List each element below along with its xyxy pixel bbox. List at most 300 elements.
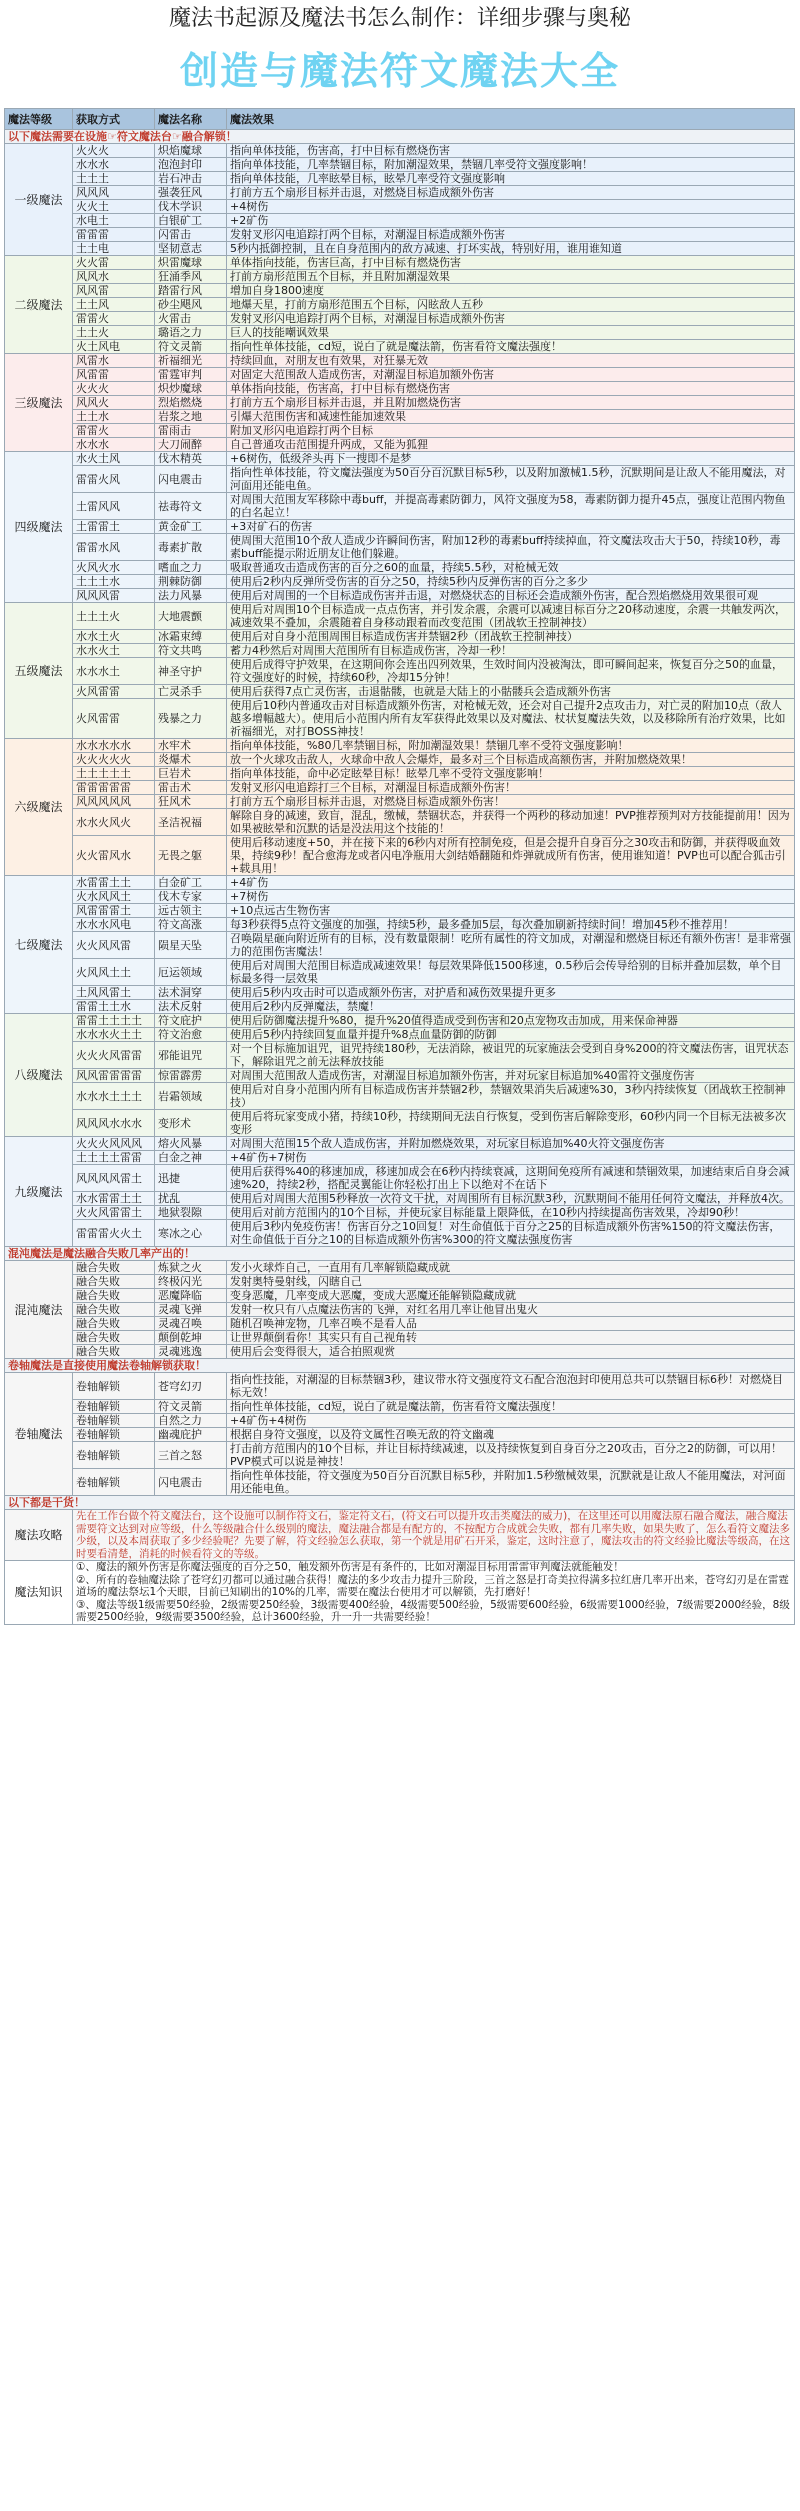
- effect-cell: 使用后获得%40的移速加成，移速加成会在6秒内持续衰减，这期间免疫所有减速和禁锢效果，加速结束后自身会减速%20，持续2秒，搭配灵翼能让你轻松打出上下以绝对不在话下: [227, 1165, 795, 1192]
- section-note: 混沌魔法是魔法融合失败几率产出的！: [5, 1247, 795, 1261]
- effect-cell: 使用后2秒内反弹魔法，禁魔！: [227, 1000, 795, 1014]
- acquire-cell: 融合失败: [73, 1331, 155, 1345]
- magic-name-cell: 颠倒乾坤: [155, 1331, 227, 1345]
- magic-name-cell: 闪电震击: [155, 1469, 227, 1496]
- effect-cell: 使用后将玩家变成小猪，持续10秒，持续期间无法自行恢复，受到伤害后解除变形，60秒内同一个目标无法被多次变形: [227, 1110, 795, 1137]
- acquire-cell: 土土电: [73, 242, 155, 256]
- acquire-cell: 水火土风: [73, 452, 155, 466]
- page-title: 魔法书起源及魔法书怎么制作：详细步骤与奥秘: [168, 6, 631, 31]
- table-row: [5, 1137, 795, 1151]
- magic-name-cell: 法术反射: [155, 1000, 227, 1014]
- table-row: [5, 699, 795, 739]
- acquire-cell: 水水水土土土: [73, 1083, 155, 1110]
- effect-cell: 吸取普通攻击造成伤害的百分之60的血量，持续5.5秒，对枪械无效: [227, 561, 795, 575]
- magic-name-cell: 白银矿工: [155, 214, 227, 228]
- acquire-cell: 水水水: [73, 438, 155, 452]
- table-row: [5, 1042, 795, 1069]
- table-row: [5, 630, 795, 644]
- effect-cell: +6树伤，低级斧头再下一搜即不是梦: [227, 452, 795, 466]
- effect-cell: 发小火球炸自己，一直用有几率解锁隐藏成就: [227, 1261, 795, 1275]
- magic-name-cell: 符文灵箭: [155, 340, 227, 354]
- magic-name-cell: 法术洞穿: [155, 986, 227, 1000]
- effect-cell: 指向单体技能，伤害高，打中目标有燃烧伤害: [227, 144, 795, 158]
- table-row: [5, 368, 795, 382]
- magic-name-cell: 符文灵箭: [155, 1400, 227, 1414]
- tier-cell: 六级魔法: [5, 739, 73, 876]
- acquire-cell: 风雷雷雷土: [73, 904, 155, 918]
- magic-name-cell: 岩霜领域: [155, 1083, 227, 1110]
- effect-cell: 随机召唤神宠物，几率召唤不是看人品: [227, 1317, 795, 1331]
- acquire-cell: 风风风水水水: [73, 1110, 155, 1137]
- magic-name-cell: 厄运领域: [155, 959, 227, 986]
- effect-cell: 单体指向技能，伤害高，打中目标有燃烧伤害: [227, 382, 795, 396]
- magic-name-cell: 远古领主: [155, 904, 227, 918]
- acquire-cell: 土土土水: [73, 575, 155, 589]
- effect-cell: 放一个火球攻击敌人，火球命中敌人会爆炸，最多对三个目标造成高额伤害，并附加燃烧效果！: [227, 753, 795, 767]
- effect-cell: +4矿伤: [227, 876, 795, 890]
- tier-cell: 五级魔法: [5, 603, 73, 739]
- acquire-cell: 雷雷土土土土: [73, 1014, 155, 1028]
- table-row: [5, 1510, 795, 1561]
- table-row: [5, 1083, 795, 1110]
- acquire-cell: 火火风雷雷土: [73, 1206, 155, 1220]
- effect-cell: 发射叉形闪电追踪打三个目标，对潮湿目标造成额外伤害！: [227, 781, 795, 795]
- table-row: [5, 200, 795, 214]
- effect-cell: 指向单体技能，几率眩晕目标，眩晕几率受符文强度影响: [227, 172, 795, 186]
- table-row: [5, 685, 795, 699]
- acquire-cell: 火火风风雷: [73, 932, 155, 959]
- acquire-cell: 土土土火: [73, 603, 155, 630]
- table-row: [5, 214, 795, 228]
- acquire-cell: 火风雷雷: [73, 685, 155, 699]
- knowledge-line: ①、魔法的额外伤害是你魔法强度的百分之50，触发额外伤害是有条件的，比如对潮湿目标用雷雷审判魔法就能触发！: [76, 1561, 624, 1573]
- effect-cell: 使用后防御魔法提升%80，提升%20值得造成受到伤害和20点宠物攻击加成，用来保命神器: [227, 1014, 795, 1028]
- effect-cell: 附加叉形闪电追踪打两个目标: [227, 424, 795, 438]
- table-row: [5, 1192, 795, 1206]
- effect-cell: 召唤陨星砸向附近所有的目标，没有数量限制！吃所有属性的符文加成，对潮湿和燃烧目标还有额外伤害！是非常强力的范围伤害魔法！: [227, 932, 795, 959]
- effect-cell: 使用后成得守护效果，在这期间你会连出四列效果，生效时间内没被淘汰，即可瞬间起来，恢复百分之50的血量，符文强度好的时候，持续60秒，冷却15分钟！: [227, 658, 795, 685]
- table-row: [5, 1206, 795, 1220]
- magic-name-cell: 亡灵杀手: [155, 685, 227, 699]
- magic-name-cell: 恶魔降临: [155, 1289, 227, 1303]
- magic-name-cell: 炽雷魔球: [155, 256, 227, 270]
- effect-cell: 指向单体技能，几率禁锢目标，附加潮湿效果，禁锢几率受符文强度影响！: [227, 158, 795, 172]
- acquire-cell: 水水水火土土: [73, 1028, 155, 1042]
- tier-cell: 卷轴魔法: [5, 1373, 73, 1496]
- magic-name-cell: 白金之神: [155, 1151, 227, 1165]
- table-row: [5, 1069, 795, 1083]
- acquire-cell: 卷轴解锁: [73, 1469, 155, 1496]
- table-row: [5, 144, 795, 158]
- magic-name-cell: 三首之怒: [155, 1442, 227, 1469]
- magic-name-cell: 火雷击: [155, 312, 227, 326]
- acquire-cell: 雷雷火: [73, 424, 155, 438]
- acquire-cell: 火火火风雷雷: [73, 1042, 155, 1069]
- acquire-cell: 土雷雷土: [73, 520, 155, 534]
- table-row: [5, 172, 795, 186]
- acquire-cell: 融合失败: [73, 1317, 155, 1331]
- acquire-cell: 火火火风风风: [73, 1137, 155, 1151]
- table-row: [5, 1317, 795, 1331]
- tier-cell: 四级魔法: [5, 452, 73, 603]
- table-row: [5, 520, 795, 534]
- table-row: [5, 836, 795, 876]
- acquire-cell: 火火火: [73, 144, 155, 158]
- effect-cell: 指向性单体技能，cd短，说白了就是魔法箭，伤害看符文魔法强度！: [227, 340, 795, 354]
- table-row: [5, 603, 795, 630]
- acquire-cell: 土土水: [73, 410, 155, 424]
- column-header: 魔法名称: [155, 109, 227, 130]
- effect-cell: 变身恶魔，几率变成大恶魔，变成大恶魔还能解锁隐藏成就: [227, 1289, 795, 1303]
- effect-cell: 地爆天星，打前方扇形范围五个目标，闪眩敌人五秒: [227, 298, 795, 312]
- table-row: [5, 493, 795, 520]
- acquire-cell: 雷雷土土水: [73, 1000, 155, 1014]
- magic-table-sheet: [4, 108, 794, 2506]
- acquire-cell: 风风风: [73, 186, 155, 200]
- magic-name-cell: 伐木学识: [155, 200, 227, 214]
- acquire-cell: 水电土: [73, 214, 155, 228]
- acquire-cell: 土土火: [73, 326, 155, 340]
- acquire-cell: 融合失败: [73, 1303, 155, 1317]
- acquire-cell: 水水土火: [73, 630, 155, 644]
- acquire-cell: 风雷雷: [73, 368, 155, 382]
- section-note: 以下都是干货！: [5, 1496, 795, 1510]
- effect-cell: 发射叉形闪电追踪打两个目标，对潮湿目标造成额外伤害: [227, 312, 795, 326]
- tier-cell: 三级魔法: [5, 354, 73, 452]
- magic-name-cell: 灵魂飞弹: [155, 1303, 227, 1317]
- effect-cell: 使用后获得7点亡灵伤害，击退骷髅，也就是大陆上的小骷髅兵会造成额外伤害: [227, 685, 795, 699]
- acquire-cell: 水水火土: [73, 644, 155, 658]
- table-row: [5, 354, 795, 368]
- table-row: [5, 270, 795, 284]
- effect-cell: 根据自身符文强度，以及符文属性召唤无敌的符文幽魂: [227, 1428, 795, 1442]
- acquire-cell: 水水水风电: [73, 918, 155, 932]
- magic-name-cell: 冰霜束缚: [155, 630, 227, 644]
- acquire-cell: 火火火火火: [73, 753, 155, 767]
- tier-cell: 七级魔法: [5, 876, 73, 1014]
- magic-name-cell: 炼狱之火: [155, 1261, 227, 1275]
- table-row: [5, 1428, 795, 1442]
- acquire-cell: 土雷风风: [73, 493, 155, 520]
- knowledge-line: ③、魔法等级1级需要50经验，2级需要250经验，3级需要400经验，4级需要500经验，5级需要600经验，6级需要1000经验，7级需要2000经验，8级需要2500经验，9级需要3500经验，总计3600经验，升一升一共需要经验！: [76, 1598, 790, 1623]
- table-row: [5, 1275, 795, 1289]
- acquire-cell: 土土土土土: [73, 767, 155, 781]
- effect-cell: 使用后3秒内免疫伤害！伤害百分之10回复！对生命值低于百分之25的目标造成额外伤害%150的符文魔法伤害，对生命值低于百分之10的目标造成额外伤害%300的符文魔法强度伤害: [227, 1220, 795, 1247]
- table-row: [5, 298, 795, 312]
- magic-name-cell: 自然之力: [155, 1414, 227, 1428]
- magic-name-cell: 伐木专家: [155, 890, 227, 904]
- acquire-cell: 水水火风火: [73, 809, 155, 836]
- effect-cell: +2矿伤: [227, 214, 795, 228]
- magic-name-cell: 祛毒符文: [155, 493, 227, 520]
- table-row: [5, 658, 795, 685]
- tier-cell: 九级魔法: [5, 1137, 73, 1247]
- effect-cell: +7树伤: [227, 890, 795, 904]
- tier-cell: 一级魔法: [5, 144, 73, 256]
- table-row: [5, 1165, 795, 1192]
- acquire-cell: 融合失败: [73, 1289, 155, 1303]
- table-row: [5, 986, 795, 1000]
- effect-cell: 对一个目标施加诅咒，诅咒持续180秒，无法消除，被诅咒的玩家施法会受到自身%200的符文魔法伤害，诅咒状态下，解除诅咒之前无法释放技能: [227, 1042, 795, 1069]
- table-row: [5, 438, 795, 452]
- magic-name-cell: 炎爆术: [155, 753, 227, 767]
- section-note-row: [5, 1247, 795, 1261]
- table-row: [5, 918, 795, 932]
- effect-cell: 5秒内抵御控制，且在自身范围内的敌方减速、打坏实战，特别好用，谁用谁知道: [227, 242, 795, 256]
- magic-name-cell: 扰乱: [155, 1192, 227, 1206]
- table-row: [5, 904, 795, 918]
- guide-text: 先在工作台做个符文魔法台，这个设施可以制作符文石，鉴定符文石，(符文石可以提升攻击类魔法的威力)，在这里还可以用魔法原石融合魔法，融合魔法需要符文达到对应等级，什么等级融合什么级别的魔法，魔法融合都是有配方的，不按配方合成就会失败，都有几率失败，如果失败了，怎么看符文魔法多少级，以及本周获取了多少经验呢？先要了解，符文经验怎么获取，第一个就是用矿石开采，鉴定，这时注意了，魔法攻击的符文经验比魔法等级高，在这时要看清楚，消耗的时候看符文的等级。: [73, 1510, 795, 1561]
- magic-name-cell: 炽炒魔球: [155, 382, 227, 396]
- magic-name-cell: 砂尘飓风: [155, 298, 227, 312]
- magic-name-cell: 法力风暴: [155, 589, 227, 603]
- effect-cell: 使用后对自身小范围周围目标造成伤害并禁锢2秒（团战软王控制神技）: [227, 630, 795, 644]
- effect-cell: 对固定大范围敌人造成伤害，对潮湿目标追加额外伤害: [227, 368, 795, 382]
- magic-name-cell: 地狱裂隙: [155, 1206, 227, 1220]
- acquire-cell: 土风风雷土: [73, 986, 155, 1000]
- acquire-cell: 卷轴解锁: [73, 1414, 155, 1428]
- effect-cell: 指向性单体技能，符文魔法强度为50百分百沉默目标5秒，以及附加激械1.5秒，沉默期间是让敌人不能用魔法，对河面用还能电鱼。: [227, 466, 795, 493]
- magic-name-cell: 灵魂逃逸: [155, 1345, 227, 1359]
- table-row: [5, 284, 795, 298]
- table-row: [5, 589, 795, 603]
- magic-name-cell: 岩浆之地: [155, 410, 227, 424]
- effect-cell: +4矿伤+4树伤: [227, 1414, 795, 1428]
- effect-cell: 解除自身的减速，致盲，混乱，缴械，禁锢状态，并获得一个两秒的移动加速！PVP推荐预判对方技能提前用！因为如果被眩晕和沉默的话是没法用这个技能的！: [227, 809, 795, 836]
- magic-name-cell: 圣洁祝福: [155, 809, 227, 836]
- magic-name-cell: 闪电震击: [155, 466, 227, 493]
- effect-cell: 对周围大范围友军移除中毒buff，并提高毒素防御力，风符文强度为58，毒素防御力提升45点，强度让范围内物鱼的白名起立！: [227, 493, 795, 520]
- tier-cell: 魔法攻略: [5, 1510, 73, 1561]
- effect-cell: +4树伤: [227, 200, 795, 214]
- acquire-cell: 卷轴解锁: [73, 1400, 155, 1414]
- acquire-cell: 火火土: [73, 200, 155, 214]
- effect-cell: 巨人的技能嘲讽效果: [227, 326, 795, 340]
- magic-name-cell: 岩石冲击: [155, 172, 227, 186]
- table-row: [5, 424, 795, 438]
- table-row: [5, 932, 795, 959]
- table-row: [5, 1220, 795, 1247]
- effect-cell: 发射奥特曼射线，闪瞎自己: [227, 1275, 795, 1289]
- table-row: [5, 1414, 795, 1428]
- acquire-cell: 雷雷火风: [73, 466, 155, 493]
- magic-name-cell: 水牢术: [155, 739, 227, 753]
- effect-cell: 增加自身1800速度: [227, 284, 795, 298]
- acquire-cell: 雷雷水风: [73, 534, 155, 561]
- section-note-row: [5, 130, 795, 144]
- section-note: 以下魔法需要在设施☞符文魔法台☞融合解锁！: [5, 130, 795, 144]
- acquire-cell: 风风风风风: [73, 795, 155, 809]
- acquire-cell: 土土土: [73, 172, 155, 186]
- table-row: [5, 1151, 795, 1165]
- effect-cell: 指向单体技能，命中必定眩晕目标！眩晕几率不受符文强度影响！: [227, 767, 795, 781]
- table-row: [5, 795, 795, 809]
- magic-name-cell: 寒冰之心: [155, 1220, 227, 1247]
- banner-title: 创造与魔法符文魔法大全: [179, 49, 620, 93]
- effect-cell: 使用后10秒内普通攻击对目标造成额外伤害，对枪械无效，还会对自己提升2点攻击力，对亡灵的附加10点（敌人越多增幅越大）。使用后小范围内所有友军获得此效果以及对魔法、杖状复魔法失效，以及移除所有治疗效果，比如祈福细光，对打BOSS神技！: [227, 699, 795, 739]
- magic-name-cell: 巨岩术: [155, 767, 227, 781]
- acquire-cell: 风风水: [73, 270, 155, 284]
- magic-name-cell: 嗜血之力: [155, 561, 227, 575]
- effect-cell: 指向性单体技能，符文强度为50百分百沉默目标5秒，并附加1.5秒缴械效果，沉默就是让敌人不能用魔法，对河面用还能电鱼。: [227, 1469, 795, 1496]
- magic-name-cell: 苍穹幻刃: [155, 1373, 227, 1400]
- table-row: [5, 1000, 795, 1014]
- magic-name-cell: 伐木精英: [155, 452, 227, 466]
- magic-name-cell: 踏雷行风: [155, 284, 227, 298]
- acquire-cell: 水水水: [73, 158, 155, 172]
- magic-name-cell: 符文治愈: [155, 1028, 227, 1042]
- effect-cell: 使周围大范围10个敌人造成少许瞬间伤害，附加12秒的毒素buff持续掉血，符文魔法攻击大于50，持续10秒，毒素buff能提示附近朋友让他们躲避。: [227, 534, 795, 561]
- magic-name-cell: 无畏之躯: [155, 836, 227, 876]
- acquire-cell: 火土风电: [73, 340, 155, 354]
- magic-name-cell: 符文高涨: [155, 918, 227, 932]
- effect-cell: 使用后对自身小范围内所有目标造成伤害并禁锢2秒，禁锢效果消失后减速%30，3秒内持续恢复（团战软王控制神技）: [227, 1083, 795, 1110]
- table-row: [5, 396, 795, 410]
- table-row: [5, 1289, 795, 1303]
- magic-name-cell: 大地震颤: [155, 603, 227, 630]
- table-row: [5, 452, 795, 466]
- table-row: [5, 534, 795, 561]
- section-note: 卷轴魔法是直接使用魔法卷轴解锁获取！: [5, 1359, 795, 1373]
- acquire-cell: 卷轴解锁: [73, 1428, 155, 1442]
- acquire-cell: 雷雷火: [73, 312, 155, 326]
- effect-cell: 持续回血，对朋友也有效果，对狂暴无效: [227, 354, 795, 368]
- table-row: [5, 1400, 795, 1414]
- effect-cell: 使用后对前方范围内的10个目标，并使玩家目标能量上限降低，在10秒内持续提高伤害效果，冷却90秒！: [227, 1206, 795, 1220]
- effect-cell: 打前方五个扇形目标并击退，对燃烧目标造成额外伤害: [227, 186, 795, 200]
- column-header: 魔法效果: [227, 109, 795, 130]
- magic-name-cell: 烈焰燃烧: [155, 396, 227, 410]
- table-row: [5, 739, 795, 753]
- effect-cell: 自己普通攻击范围提升两成，又能为狐狸: [227, 438, 795, 452]
- acquire-cell: 卷轴解锁: [73, 1373, 155, 1400]
- table-row: [5, 256, 795, 270]
- magic-name-cell: 雷击术: [155, 781, 227, 795]
- magic-name-cell: 炽焰魔球: [155, 144, 227, 158]
- acquire-cell: 风风火: [73, 396, 155, 410]
- effect-cell: 打击前方范围内的10个目标，并让目标持续减速，以及持续恢复到自身百分之20攻击，百分之2的防御，可以用！PVP模式可以说是神技！: [227, 1442, 795, 1469]
- magic-name-cell: 熔火风暴: [155, 1137, 227, 1151]
- table-row: [5, 959, 795, 986]
- tier-cell: 八级魔法: [5, 1014, 73, 1137]
- effect-cell: 使用后会变得很大，适合拍照观赏: [227, 1345, 795, 1359]
- magic-name-cell: 幽魂庇护: [155, 1428, 227, 1442]
- magic-name-cell: 神圣守护: [155, 658, 227, 685]
- table-row: [5, 1261, 795, 1275]
- magic-name-cell: 残暴之力: [155, 699, 227, 739]
- knowledge-cell: [73, 1561, 795, 1625]
- magic-name-cell: 终极闪光: [155, 1275, 227, 1289]
- effect-cell: 指向性技能，对潮湿的目标禁锢3秒，建议带水符文强度符文石配合泡泡封印使用总共可以禁锢目标6秒！对燃烧目标无效！: [227, 1373, 795, 1400]
- acquire-cell: 水水雷雷土土: [73, 1192, 155, 1206]
- magic-name-cell: 灵魂召唤: [155, 1317, 227, 1331]
- table-row: [5, 1561, 795, 1625]
- tier-cell: 魔法知识: [5, 1561, 73, 1625]
- table-row: [5, 158, 795, 172]
- acquire-cell: 雷雷雷雷雷: [73, 781, 155, 795]
- acquire-cell: 火风风土土: [73, 959, 155, 986]
- effect-cell: 使用后2秒内反弹所受伤害的百分之50，持续5秒内反弹伤害的百分之多少: [227, 575, 795, 589]
- table-row: [5, 753, 795, 767]
- magic-name-cell: 邪能诅咒: [155, 1042, 227, 1069]
- magic-name-cell: 璐语之力: [155, 326, 227, 340]
- table-row: [5, 410, 795, 424]
- magic-name-cell: 泡泡封印: [155, 158, 227, 172]
- acquire-cell: 融合失败: [73, 1275, 155, 1289]
- effect-cell: 打前方五个扇形目标并击退，对燃烧目标造成额外伤害！: [227, 795, 795, 809]
- magic-name-cell: 陨星天坠: [155, 932, 227, 959]
- effect-cell: 使用后5秒内攻击时可以造成额外伤害，对护盾和减伤效果提升更多: [227, 986, 795, 1000]
- table-row: [5, 1028, 795, 1042]
- acquire-cell: 风风雷雷雷雷: [73, 1069, 155, 1083]
- table-row: [5, 767, 795, 781]
- section-note-row: [5, 1496, 795, 1510]
- table-row: [5, 312, 795, 326]
- effect-cell: 让世界颠倒看你！其实只有自己视角转: [227, 1331, 795, 1345]
- table-row: [5, 1014, 795, 1028]
- table-row: [5, 242, 795, 256]
- table-row: [5, 781, 795, 795]
- table-row: [5, 1345, 795, 1359]
- table-row: [5, 340, 795, 354]
- magic-name-cell: 惊雷霹雳: [155, 1069, 227, 1083]
- table-row: [5, 382, 795, 396]
- acquire-cell: 风风风雷: [73, 589, 155, 603]
- acquire-cell: 火火火: [73, 382, 155, 396]
- acquire-cell: 水水水土: [73, 658, 155, 685]
- acquire-cell: 融合失败: [73, 1345, 155, 1359]
- effect-cell: 每3秒获得5点符文强度的加强，持续5秒，最多叠加5层，每次叠加刷新持续时间！增加45秒不推荐用！: [227, 918, 795, 932]
- effect-cell: 使用后对周围10个目标造成一点点伤害，并引发余震，余震可以减速目标百分之20移动速度，余震一共触发两次，减速效果不叠加，余震随着自身移动跟着而改变范围（团战软王控制神技）: [227, 603, 795, 630]
- acquire-cell: 火风雷雷: [73, 699, 155, 739]
- acquire-cell: 风雷水: [73, 354, 155, 368]
- table-row: [5, 228, 795, 242]
- effect-cell: +10点远古生物伤害: [227, 904, 795, 918]
- effect-cell: 使用后对周围大范围5秒释放一次符文干扰，对周围所有目标沉默3秒，沉默期间不能用任何符文魔法，并释放4次。: [227, 1192, 795, 1206]
- effect-cell: 使用后5秒内持续回复血量并提升%8点血量防御的防御: [227, 1028, 795, 1042]
- table-row: [5, 890, 795, 904]
- section-note-row: [5, 1359, 795, 1373]
- magic-name-cell: 变形术: [155, 1110, 227, 1137]
- magic-name-cell: 毒素扩散: [155, 534, 227, 561]
- acquire-cell: 雷雷雷: [73, 228, 155, 242]
- tier-cell: 混沌魔法: [5, 1261, 73, 1359]
- acquire-cell: 火火雷: [73, 256, 155, 270]
- table-row: [5, 1331, 795, 1345]
- effect-cell: 使用后对周围的一个目标造成伤害并击退，对燃烧状态的目标还会造成额外伤害，配合烈焰燃烧用效果很可观: [227, 589, 795, 603]
- effect-cell: 对周围大范围敌人造成伤害，对潮湿目标追加额外伤害，并对玩家目标追加%40雷符文强度伤害: [227, 1069, 795, 1083]
- acquire-cell: 水雷雷土土: [73, 876, 155, 890]
- magic-table: [4, 108, 795, 1625]
- effect-cell: 打前方扇形范围五个目标，并且附加潮湿效果: [227, 270, 795, 284]
- table-row: [5, 809, 795, 836]
- magic-name-cell: 祈福细光: [155, 354, 227, 368]
- acquire-cell: 火水风风土: [73, 890, 155, 904]
- magic-name-cell: 强袭狂风: [155, 186, 227, 200]
- acquire-cell: 土土土土雷雷: [73, 1151, 155, 1165]
- effect-cell: 发射一枚只有八点魔法伤害的飞弹，对红名用几率让他冒出鬼火: [227, 1303, 795, 1317]
- effect-cell: 指向单体技能，%80几率禁锢目标，附加潮湿效果！禁锢几率不受符文强度影响！: [227, 739, 795, 753]
- acquire-cell: 火风火水: [73, 561, 155, 575]
- acquire-cell: 风风雷: [73, 284, 155, 298]
- magic-name-cell: 雷雨击: [155, 424, 227, 438]
- effect-cell: 单体指向技能，伤害巨高，打中目标有燃烧伤害: [227, 256, 795, 270]
- effect-cell: 蓄力4秒然后对周围大范围所有目标造成伤害，冷却一秒！: [227, 644, 795, 658]
- magic-name-cell: 大刀闹醉: [155, 438, 227, 452]
- acquire-cell: 融合失败: [73, 1261, 155, 1275]
- effect-cell: 引爆大范围伤害和减速性能加速效果: [227, 410, 795, 424]
- acquire-cell: 水水水水水: [73, 739, 155, 753]
